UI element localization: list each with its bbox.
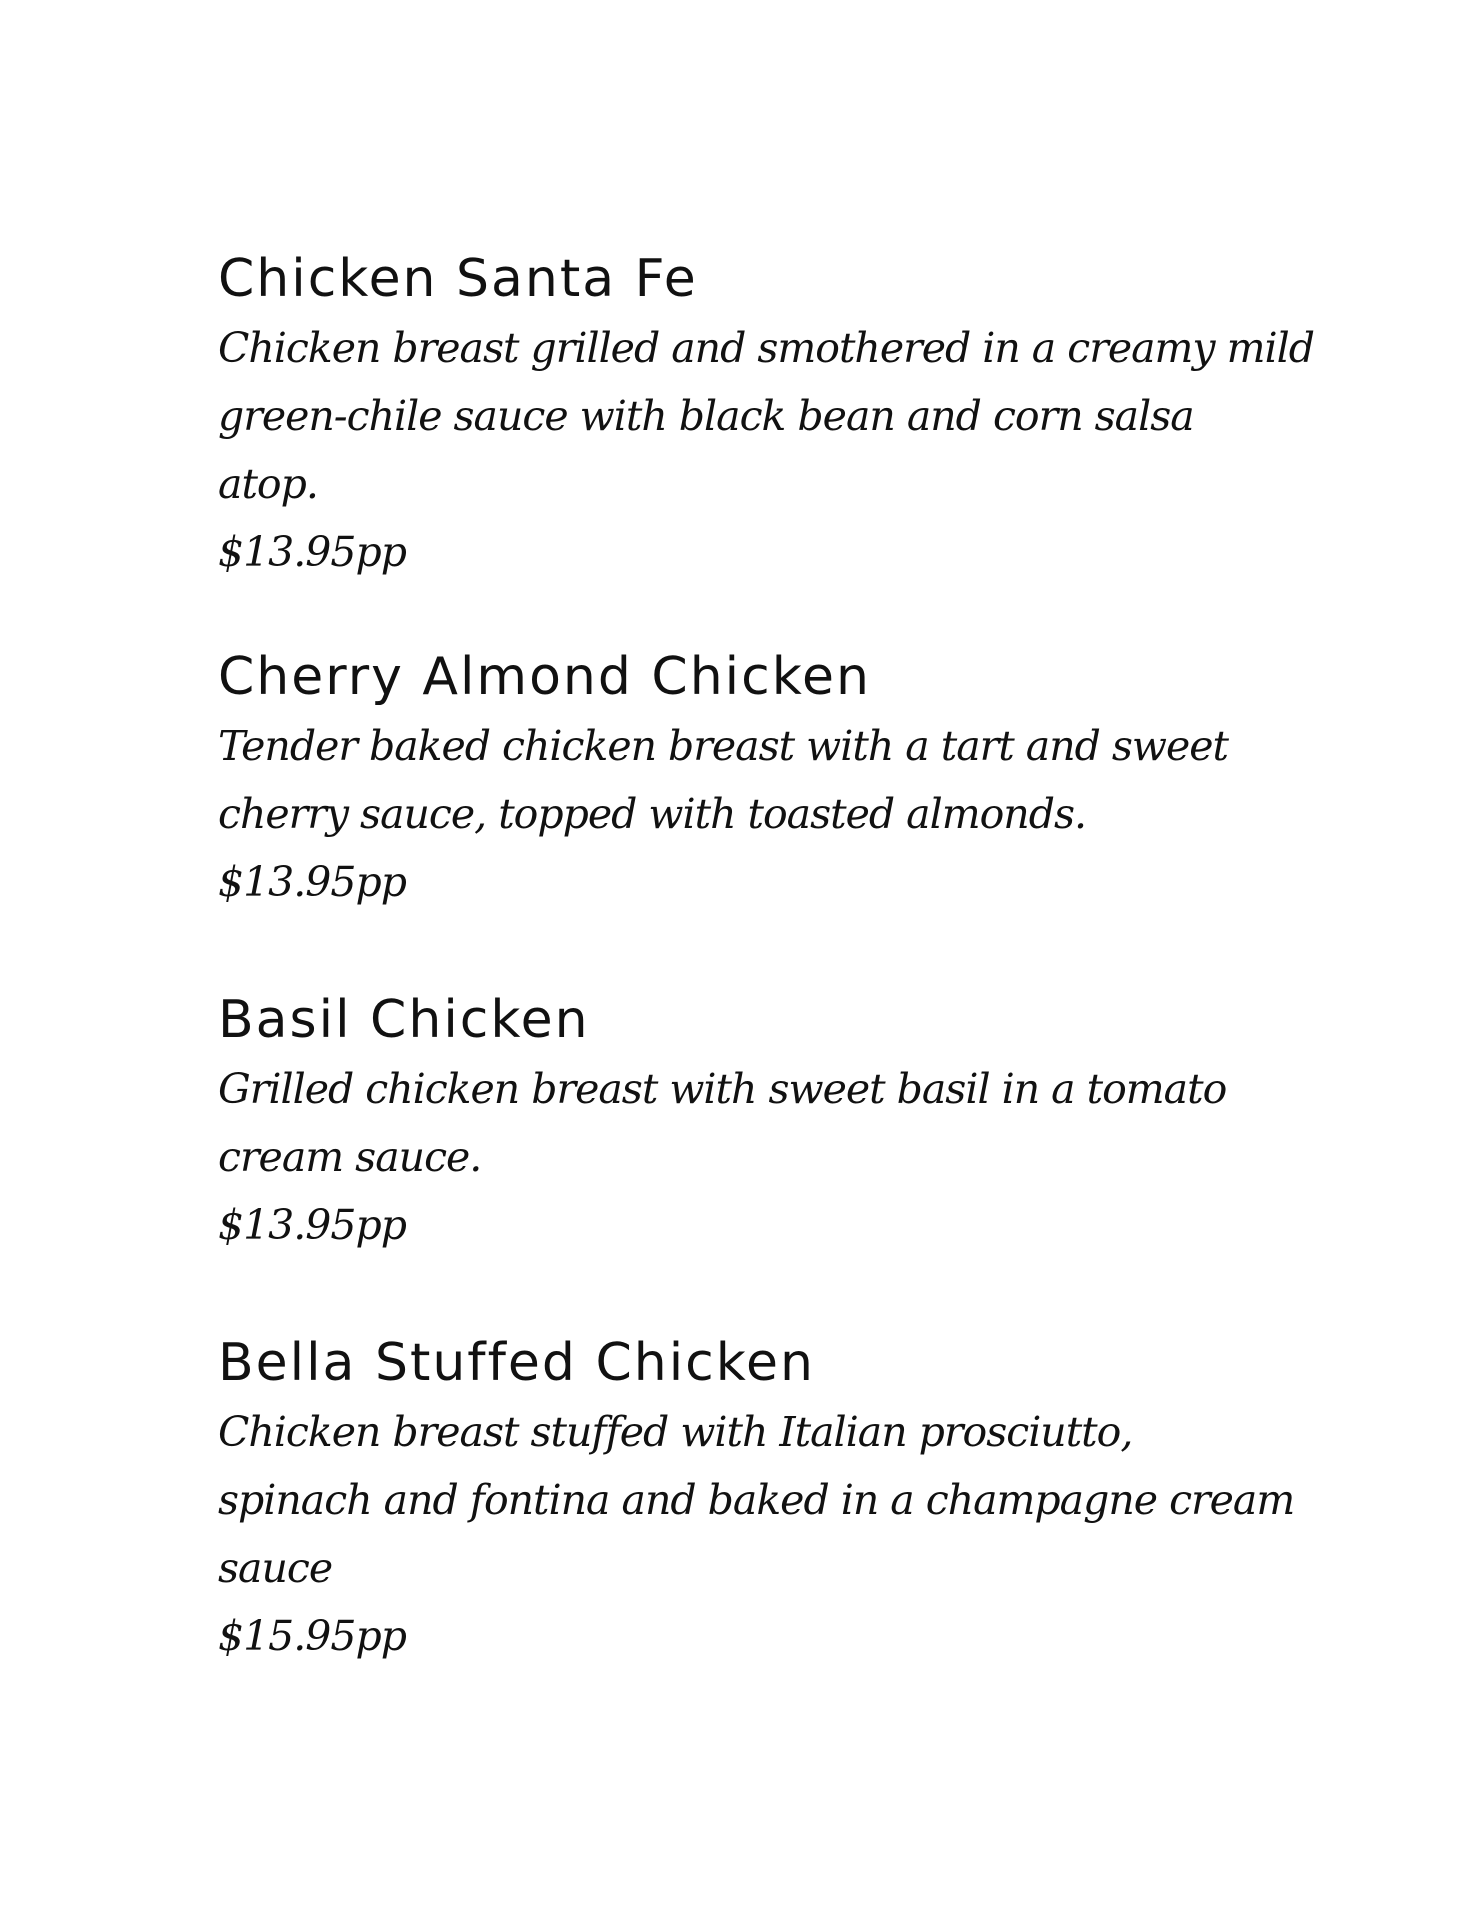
menu-item-description-line: green-chile sauce with black bean and corn salsa [218, 392, 1194, 440]
menu-item-description-line: atop. [218, 460, 318, 508]
menu-item-description-line: cherry sauce, topped with toasted almonds. [218, 790, 1087, 838]
menu-item-description-line: spinach and fontina and baked in a champagne cream [218, 1476, 1295, 1524]
menu-item-cherry-almond-chicken [218, 642, 1318, 985]
menu-item-name: Chicken Santa Fe [218, 249, 698, 309]
menu-list [218, 244, 1318, 1670]
menu-item-description-line: cream sauce. [218, 1133, 482, 1181]
menu-item-price: $15.95pp [218, 1612, 406, 1660]
menu-item-description-line: sauce [218, 1544, 333, 1592]
menu-item-chicken-santa-fe [218, 244, 1318, 642]
menu-item-basil-chicken [218, 985, 1318, 1328]
menu-item-description-line: Chicken breast stuffed with Italian prosciutto, [218, 1408, 1133, 1456]
menu-item-price: $13.95pp [218, 858, 406, 906]
menu-item-description-line: Tender baked chicken breast with a tart and sweet [218, 722, 1229, 770]
menu-item-price: $13.95pp [218, 528, 406, 576]
menu-item-description-line: Grilled chicken breast with sweet basil in a tomato [218, 1065, 1227, 1113]
menu-item-price: $13.95pp [218, 1201, 406, 1249]
menu-item-bella-stuffed-chicken [218, 1328, 1318, 1670]
menu-item-name: Bella Stuffed Chicken [218, 1333, 815, 1393]
menu-item-name: Basil Chicken [218, 990, 590, 1050]
menu-item-name: Cherry Almond Chicken [218, 647, 871, 707]
menu-item-description-line: Chicken breast grilled and smothered in a creamy mild [218, 324, 1314, 372]
